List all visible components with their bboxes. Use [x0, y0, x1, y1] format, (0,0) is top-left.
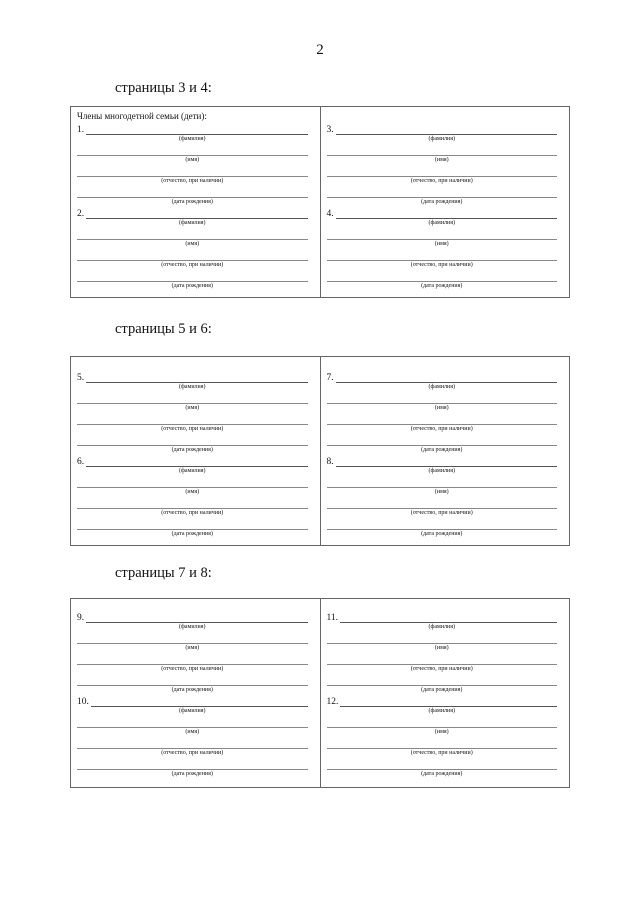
card-right-column: [320, 357, 570, 545]
patronymic-caption: (отчество, при наличии): [410, 750, 473, 756]
child-entry-8[interactable]: [327, 455, 558, 539]
patronymic-field: [327, 665, 558, 674]
surname-field: [77, 383, 308, 392]
first-name-caption: (имя): [434, 729, 449, 735]
birth-date-input-line[interactable]: [77, 270, 308, 282]
birth-date-input-line[interactable]: [327, 518, 558, 530]
surname-field: [77, 707, 308, 716]
patronymic-field: [327, 509, 558, 518]
surname-field: [327, 219, 558, 228]
birth-date-field: [77, 282, 308, 291]
surname-input-line[interactable]: [86, 124, 307, 135]
first-name-field: [77, 488, 308, 497]
first-name-field: [327, 728, 558, 737]
entry-number: 9.: [77, 613, 85, 623]
first-name-field: [77, 240, 308, 249]
birth-date-input-line[interactable]: [77, 758, 308, 770]
patronymic-caption: (отчество, при наличии): [410, 178, 473, 184]
patronymic-input-line[interactable]: [327, 249, 558, 261]
entry-number: 8.: [326, 457, 334, 467]
patronymic-caption: (отчество, при наличии): [410, 666, 473, 672]
birth-date-caption: (дата рождения): [171, 687, 213, 693]
entry-number: 7.: [326, 373, 334, 383]
birth-date-input-line[interactable]: [327, 434, 558, 446]
birth-date-input-line[interactable]: [327, 674, 558, 686]
first-name-field: [77, 728, 308, 737]
birth-date-input-line[interactable]: [77, 186, 308, 198]
surname-field: [327, 467, 558, 476]
entry-number: 6.: [77, 457, 85, 467]
patronymic-input-line[interactable]: [327, 653, 558, 665]
surname-caption: (фамилия): [178, 468, 206, 474]
birth-date-caption: (дата рождения): [171, 531, 213, 537]
entry-number: 4.: [326, 209, 334, 219]
surname-caption: (фамилия): [178, 624, 206, 630]
number-row: [77, 455, 308, 467]
patronymic-field: [327, 177, 558, 186]
section-heading-pages-5-6: страницы 5 и 6:: [115, 321, 212, 337]
child-entry-7[interactable]: [327, 371, 558, 455]
number-row: [327, 123, 558, 135]
number-row: [77, 695, 308, 707]
number-row: [327, 611, 558, 623]
child-entry-6[interactable]: [77, 455, 308, 539]
first-name-field: [77, 644, 308, 653]
patronymic-caption: (отчество, при наличии): [161, 262, 224, 268]
first-name-input-line[interactable]: [327, 632, 558, 644]
number-row: [327, 207, 558, 219]
birth-date-caption: (дата рождения): [171, 199, 213, 205]
patronymic-input-line[interactable]: [77, 497, 308, 509]
child-entry-11[interactable]: [327, 611, 558, 695]
card-right-column: [320, 107, 570, 297]
birth-date-field: [327, 282, 558, 291]
child-entry-1[interactable]: [77, 123, 308, 207]
number-row: [77, 207, 308, 219]
surname-field: [77, 467, 308, 476]
children-card-pages-5-6: [70, 356, 570, 546]
card-left-column: [71, 599, 320, 787]
patronymic-input-line[interactable]: [77, 737, 308, 749]
number-row: [77, 371, 308, 383]
surname-caption: (фамилия): [178, 220, 206, 226]
first-name-field: [77, 156, 308, 165]
children-card-pages-7-8: [70, 598, 570, 788]
first-name-input-line[interactable]: [327, 392, 558, 404]
birth-date-caption: (дата рождения): [421, 283, 463, 289]
patronymic-field: [77, 749, 308, 758]
birth-date-caption: (дата рождения): [421, 531, 463, 537]
birth-date-field: [327, 770, 558, 779]
entry-number: 1.: [77, 125, 85, 135]
number-row: [327, 455, 558, 467]
card-left-column: [71, 107, 320, 297]
entry-number: 12.: [326, 697, 339, 707]
child-entry-2[interactable]: [77, 207, 308, 291]
birth-date-input-line[interactable]: [77, 434, 308, 446]
surname-input-line[interactable]: [336, 208, 557, 219]
number-row: [77, 611, 308, 623]
first-name-caption: (имя): [185, 489, 200, 495]
surname-field: [77, 623, 308, 632]
birth-date-caption: (дата рождения): [171, 283, 213, 289]
surname-caption: (фамилия): [428, 220, 456, 226]
birth-date-field: [77, 446, 308, 455]
patronymic-field: [77, 509, 308, 518]
children-card-pages-3-4: [70, 106, 570, 298]
patronymic-caption: (отчество, при наличии): [410, 510, 473, 516]
birth-date-caption: (дата рождения): [171, 771, 213, 777]
first-name-caption: (имя): [434, 241, 449, 247]
patronymic-field: [77, 665, 308, 674]
surname-input-line[interactable]: [336, 456, 557, 467]
first-name-input-line[interactable]: [77, 144, 308, 156]
surname-input-line[interactable]: [340, 612, 557, 623]
patronymic-input-line[interactable]: [327, 413, 558, 425]
first-name-field: [327, 156, 558, 165]
first-name-caption: (имя): [185, 645, 200, 651]
patronymic-field: [77, 425, 308, 434]
first-name-caption: (имя): [434, 645, 449, 651]
patronymic-caption: (отчество, при наличии): [161, 178, 224, 184]
patronymic-input-line[interactable]: [327, 165, 558, 177]
patronymic-caption: (отчество, при наличии): [410, 262, 473, 268]
patronymic-caption: (отчество, при наличии): [410, 426, 473, 432]
birth-date-caption: (дата рождения): [171, 447, 213, 453]
first-name-field: [327, 240, 558, 249]
entry-number: 11.: [326, 613, 339, 623]
section-heading-pages-7-8: страницы 7 и 8:: [115, 565, 212, 581]
patronymic-caption: (отчество, при наличии): [161, 666, 224, 672]
child-entry-12[interactable]: [327, 695, 558, 779]
first-name-input-line[interactable]: [327, 228, 558, 240]
birth-date-input-line[interactable]: [327, 758, 558, 770]
birth-date-field: [77, 686, 308, 695]
section-heading-pages-3-4: страницы 3 и 4:: [115, 80, 212, 96]
patronymic-caption: (отчество, при наличии): [161, 750, 224, 756]
surname-caption: (фамилия): [178, 136, 206, 142]
surname-input-line[interactable]: [86, 372, 307, 383]
entry-number: 3.: [326, 125, 334, 135]
birth-date-input-line[interactable]: [77, 518, 308, 530]
first-name-caption: (имя): [185, 405, 200, 411]
birth-date-caption: (дата рождения): [421, 199, 463, 205]
first-name-caption: (имя): [434, 157, 449, 163]
number-row: [77, 123, 308, 135]
page-number: 2: [316, 42, 324, 58]
birth-date-field: [327, 446, 558, 455]
patronymic-input-line[interactable]: [77, 249, 308, 261]
first-name-field: [77, 404, 308, 413]
patronymic-input-line[interactable]: [77, 653, 308, 665]
first-name-caption: (имя): [185, 157, 200, 163]
patronymic-caption: (отчество, при наличии): [161, 510, 224, 516]
surname-input-line[interactable]: [340, 696, 557, 707]
patronymic-input-line[interactable]: [327, 497, 558, 509]
first-name-input-line[interactable]: [327, 144, 558, 156]
surname-caption: (фамилия): [178, 708, 206, 714]
first-name-field: [327, 644, 558, 653]
first-name-caption: (имя): [434, 489, 449, 495]
birth-date-field: [77, 530, 308, 539]
surname-caption: (фамилия): [428, 384, 456, 390]
surname-field: [327, 623, 558, 632]
surname-field: [327, 707, 558, 716]
card-right-column: [320, 599, 570, 787]
first-name-input-line[interactable]: [77, 476, 308, 488]
surname-input-line[interactable]: [336, 372, 557, 383]
surname-field: [327, 135, 558, 144]
birth-date-field: [77, 198, 308, 207]
first-name-input-line[interactable]: [327, 476, 558, 488]
surname-input-line[interactable]: [86, 612, 307, 623]
birth-date-field: [327, 686, 558, 695]
birth-date-caption: (дата рождения): [421, 687, 463, 693]
patronymic-field: [77, 177, 308, 186]
birth-date-input-line[interactable]: [327, 186, 558, 198]
child-entry-9[interactable]: [77, 611, 308, 695]
patronymic-field: [327, 261, 558, 270]
first-name-caption: (имя): [434, 405, 449, 411]
birth-date-field: [327, 530, 558, 539]
birth-date-field: [77, 770, 308, 779]
entry-number: 10.: [77, 697, 89, 707]
first-name-field: [327, 404, 558, 413]
first-name-caption: (имя): [185, 241, 200, 247]
patronymic-input-line[interactable]: [77, 413, 308, 425]
patronymic-caption: (отчество, при наличии): [161, 426, 224, 432]
entry-number: 5.: [77, 373, 85, 383]
child-entry-4[interactable]: [327, 207, 558, 291]
first-name-input-line[interactable]: [327, 716, 558, 728]
card-title: Члены многодетной семьи (дети):: [77, 111, 207, 121]
first-name-caption: (имя): [185, 729, 200, 735]
surname-input-line[interactable]: [336, 124, 557, 135]
surname-caption: (фамилия): [428, 624, 456, 630]
surname-input-line[interactable]: [86, 208, 307, 219]
patronymic-input-line[interactable]: [77, 165, 308, 177]
number-row: [327, 695, 558, 707]
entry-number: 2.: [77, 209, 85, 219]
birth-date-caption: (дата рождения): [421, 771, 463, 777]
surname-input-line[interactable]: [91, 696, 308, 707]
card-left-column: [71, 357, 320, 545]
surname-caption: (фамилия): [428, 708, 456, 714]
surname-input-line[interactable]: [86, 456, 307, 467]
first-name-input-line[interactable]: [77, 632, 308, 644]
birth-date-field: [327, 198, 558, 207]
surname-caption: (фамилия): [178, 384, 206, 390]
first-name-input-line[interactable]: [77, 392, 308, 404]
first-name-input-line[interactable]: [77, 716, 308, 728]
patronymic-input-line[interactable]: [327, 737, 558, 749]
first-name-field: [327, 488, 558, 497]
birth-date-caption: (дата рождения): [421, 447, 463, 453]
surname-caption: (фамилия): [428, 136, 456, 142]
birth-date-input-line[interactable]: [327, 270, 558, 282]
birth-date-input-line[interactable]: [77, 674, 308, 686]
child-entry-5[interactable]: [77, 371, 308, 455]
child-entry-3[interactable]: [327, 123, 558, 207]
child-entry-10[interactable]: [77, 695, 308, 779]
first-name-input-line[interactable]: [77, 228, 308, 240]
patronymic-field: [327, 425, 558, 434]
patronymic-field: [327, 749, 558, 758]
surname-field: [327, 383, 558, 392]
surname-field: [77, 219, 308, 228]
surname-caption: (фамилия): [428, 468, 456, 474]
number-row: [327, 371, 558, 383]
patronymic-field: [77, 261, 308, 270]
surname-field: [77, 135, 308, 144]
